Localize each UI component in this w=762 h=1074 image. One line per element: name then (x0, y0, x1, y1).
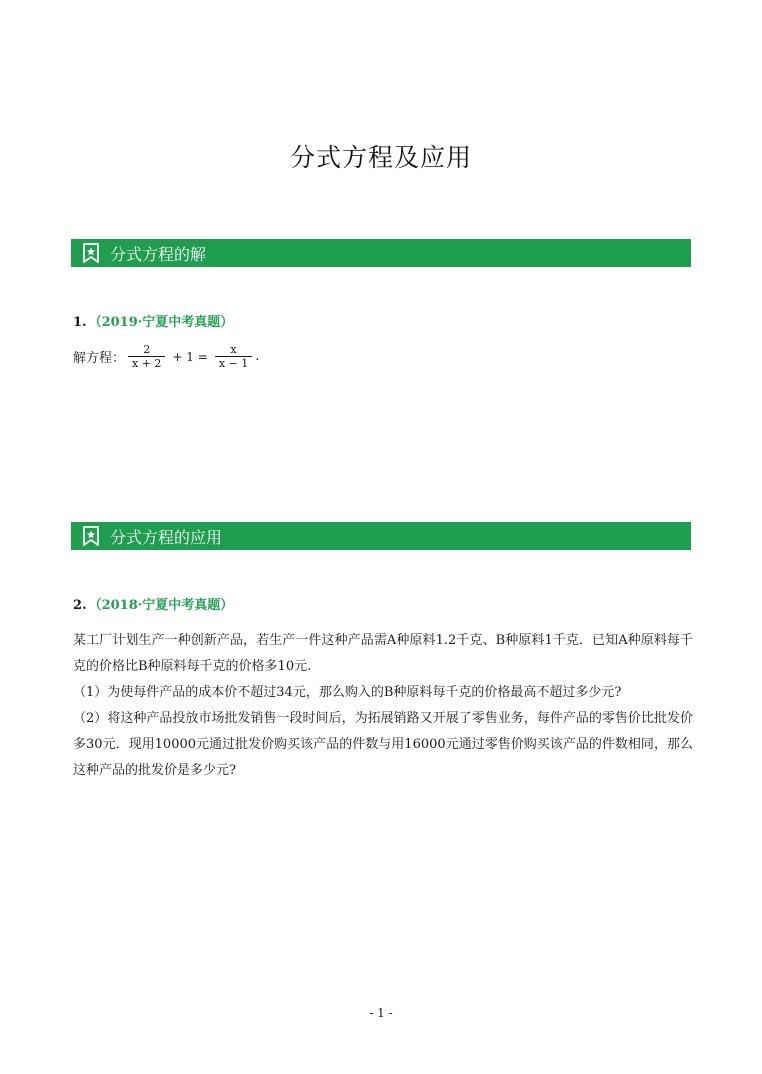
question-1-equation (73, 343, 259, 370)
question-2-part-1: （1）为使每件产品的成本价不超过34元，那么购入的B种原料每千克的价格最高不超过多少元? (73, 685, 622, 700)
fraction-numerator: x (230, 343, 237, 356)
fraction-numerator: 2 (143, 343, 151, 356)
fraction-denominator: x + 2 (128, 356, 165, 370)
fraction-right (215, 343, 252, 370)
question-number: 1. (73, 315, 87, 330)
question-2-header (73, 594, 233, 613)
bookmark-star-icon (82, 243, 100, 263)
bookmark-star-icon (82, 526, 100, 546)
question-source: （2019·宁夏中考真题） (88, 315, 234, 330)
question-number: 2. (73, 598, 87, 613)
fraction-left (128, 343, 165, 370)
page-number: - 1 - (369, 1006, 393, 1020)
equation-operator: + 1 = (172, 349, 208, 364)
question-2-stem: 某工厂计划生产一种创新产品，若生产一件这种产品需A种原料1.2千克、B种原料1千克．已知A种原料每千克的价格比B种原料每千克的价格多10元. (73, 633, 693, 674)
question-1-header (73, 311, 233, 330)
question-2-part-2: （2）将这种产品投放市场批发销售一段时间后，为拓展销路又开展了零售业务，每件产品的零售价比批发价多30元．现用10000元通过批发价购买该产品的件数与用16000元通过零售价购买该产品的件数相同，那么这种产品的批发价是多少元? (73, 711, 693, 778)
fraction-denominator: x − 1 (215, 356, 252, 370)
section-header-applications (71, 522, 691, 550)
question-source: （2018·宁夏中考真题） (88, 598, 234, 613)
page-title: 分式方程及应用 (289, 143, 472, 172)
equation-prompt: 解方程： (73, 351, 126, 366)
equation-end: . (255, 349, 260, 364)
section-label: 分式方程的解 (110, 244, 207, 264)
section-header-solutions (71, 239, 691, 267)
section-label: 分式方程的应用 (110, 527, 223, 547)
